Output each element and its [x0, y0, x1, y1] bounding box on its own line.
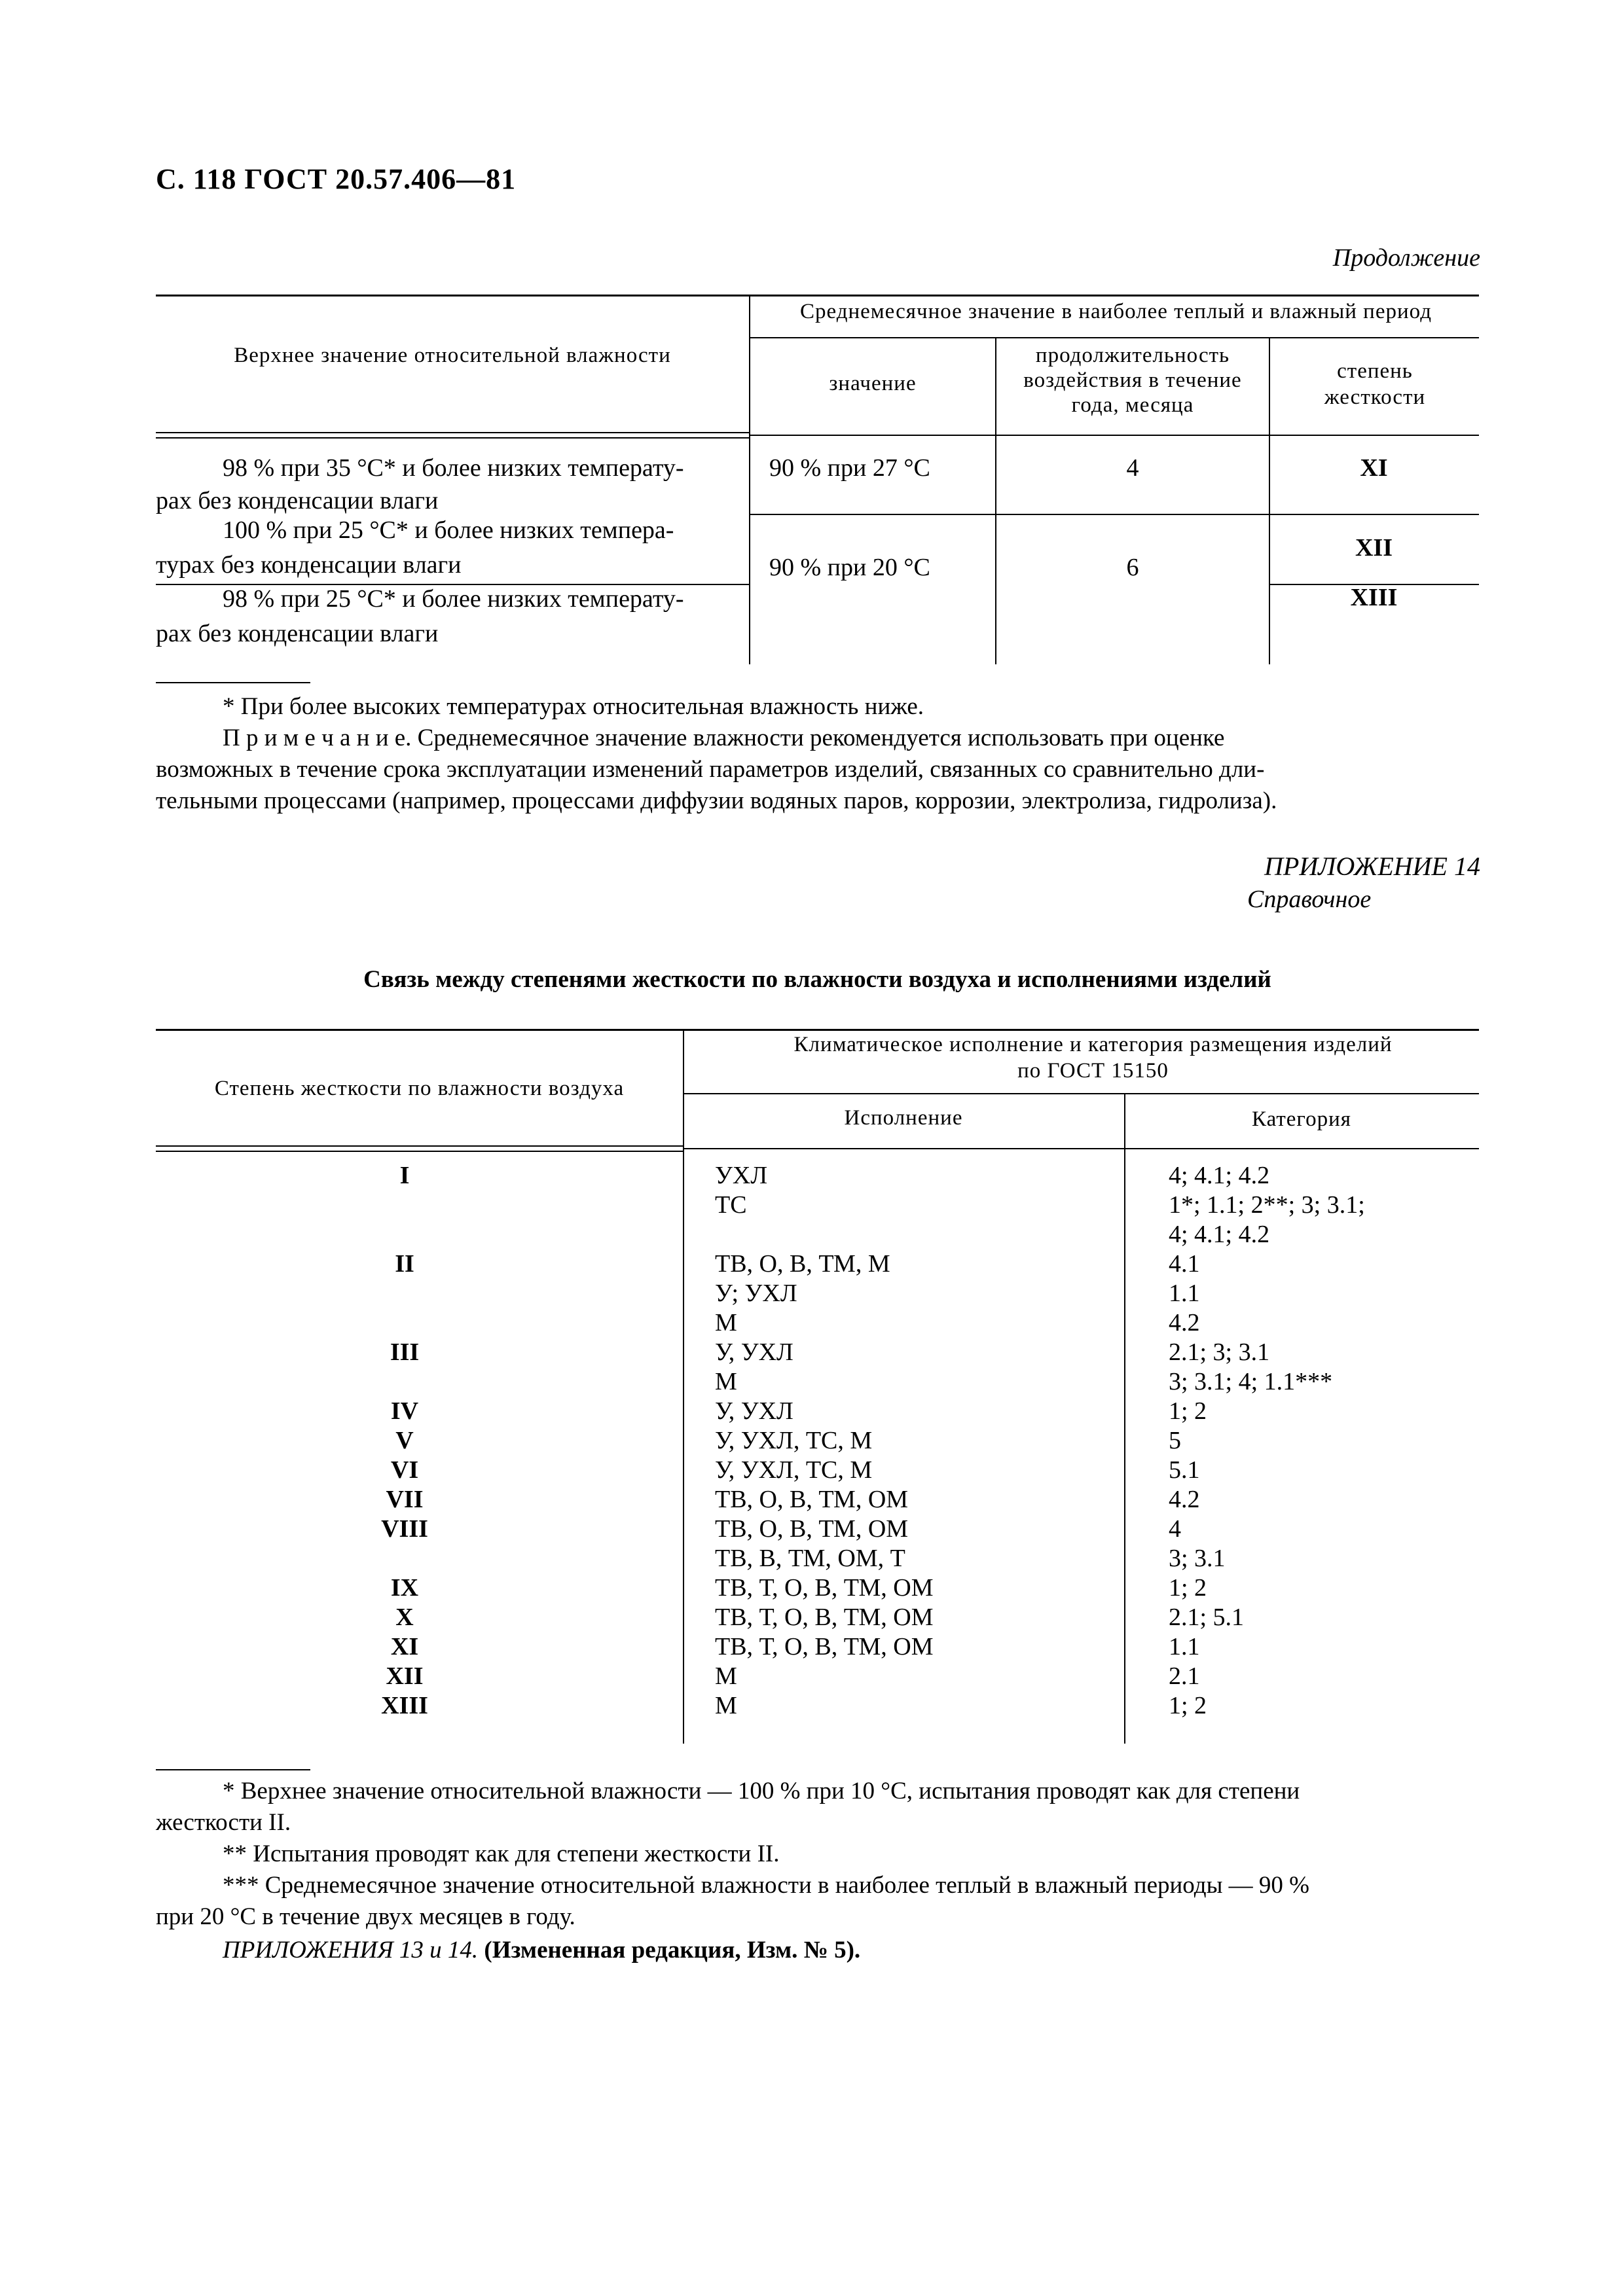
value-cell-1: 90 % при 27 °С: [769, 454, 930, 482]
subheader-execution: Исполнение: [844, 1106, 963, 1130]
degree-cell: II: [395, 1250, 414, 1278]
execution-cell: ТВ, Т, О, В, ТМ, ОМ: [715, 1574, 934, 1602]
note-paragraph-line2: возможных в течение срока эксплуатации изменений параметров изделий, связанных со сравнительно дли-: [156, 756, 1265, 783]
continuation-label: Продолжение: [1332, 244, 1480, 272]
col-header-degree: Степень жесткости по влажности воздуха: [214, 1077, 625, 1100]
category-cell: 4.1: [1169, 1250, 1200, 1278]
execution-cell: У, УХЛ, ТС, М: [715, 1427, 873, 1454]
degree-cell-3: XIII: [1350, 584, 1398, 611]
execution-cell: У; УХЛ: [715, 1280, 797, 1307]
category-cell: 4.2: [1169, 1309, 1200, 1336]
degree-cell: III: [390, 1338, 420, 1366]
execution-cell: М: [715, 1309, 737, 1336]
execution-column: [715, 1161, 1121, 1721]
degree-cell: XIII: [381, 1692, 428, 1719]
subheader-category: Категория: [1252, 1107, 1351, 1131]
footnote-1: * При более высоких температурах относительная влажность ниже.: [223, 693, 924, 720]
execution-cell: ТВ, О, В, ТМ, ОМ: [715, 1486, 909, 1513]
col-header-upper-humidity: Верхнее значение относительной влажности: [234, 344, 671, 367]
execution-cell: ТВ, Т, О, В, ТМ, ОМ: [715, 1604, 934, 1631]
group-header-climatic-line2: по ГОСТ 15150: [1017, 1059, 1169, 1083]
subheader-duration: продолжительность воздействия в течение года, месяца: [1023, 344, 1242, 417]
edition-note: ПРИЛОЖЕНИЯ 13 и 14. (Измененная редакция, Изм. № 5).: [223, 1937, 861, 1964]
degree-cell: [156, 1308, 653, 1338]
execution-cell: М: [715, 1692, 737, 1719]
degree-cell: [156, 1367, 653, 1397]
category-column: [1169, 1161, 1476, 1721]
note-paragraph-line1: П р и м е ч а н и е. Среднемесячное значение влажности рекомендуется использовать при оценке: [223, 725, 1225, 751]
appendix-heading: Связь между степенями жесткости по влажности воздуха и исполнениями изделий: [363, 966, 1271, 993]
row1-line2: рах без конденсации влаги: [156, 487, 439, 514]
degree-cell: IV: [390, 1397, 419, 1425]
category-cell: 1.1: [1169, 1280, 1200, 1307]
footnote-table2-1-line2: жесткости II.: [156, 1809, 291, 1836]
category-cell: 5: [1169, 1427, 1181, 1454]
group-header-climatic-line1: Климатическое исполнение и категория размещения изделий: [793, 1033, 1393, 1056]
execution-cell: У, УХЛ: [715, 1338, 793, 1366]
appendix-title: ПРИЛОЖЕНИЕ 14: [1264, 852, 1480, 881]
category-cell: 4; 4.1; 4.2: [1169, 1162, 1270, 1189]
duration-cell-1: 4: [1126, 454, 1139, 482]
row3-line2: рах без конденсации влаги: [156, 620, 439, 647]
degree-cell: [156, 1544, 653, 1573]
category-cell: 3; 3.1: [1169, 1545, 1226, 1572]
category-cell: 4.2: [1169, 1486, 1200, 1513]
degree-cell: IX: [390, 1574, 419, 1602]
execution-cell: М: [715, 1662, 737, 1690]
subheader-value: значение: [829, 372, 917, 395]
degree-cell-1: XI: [1360, 454, 1388, 482]
execution-cell: ТС: [715, 1191, 747, 1219]
degree-cell: VI: [390, 1456, 419, 1484]
category-cell: 3; 3.1; 4; 1.1***: [1169, 1368, 1333, 1395]
category-cell: 1*; 1.1; 2**; 3; 3.1;: [1169, 1191, 1365, 1219]
execution-cell: ТВ, Т, О, В, ТМ, ОМ: [715, 1633, 934, 1660]
degree-cell: I: [399, 1162, 410, 1189]
category-cell: 2.1; 3; 3.1: [1169, 1338, 1270, 1366]
execution-cell: ТВ, О, В, ТМ, ОМ: [715, 1515, 909, 1543]
degree-cell: V: [395, 1427, 414, 1454]
row3-line1: 98 % при 25 °С* и более низких температу-: [223, 585, 684, 613]
group-header-monthly-avg: Среднемесячное значение в наиболее теплый и влажный период: [799, 300, 1432, 323]
category-cell: 1; 2: [1169, 1397, 1207, 1425]
category-cell: 1; 2: [1169, 1574, 1207, 1602]
appendix-subtitle: Справочное: [1247, 886, 1372, 913]
note-paragraph-line3: тельными процессами (например, процессами диффузии водяных паров, коррозии, электролиза, гидролиза).: [156, 787, 1277, 814]
category-cell: 4; 4.1; 4.2: [1169, 1221, 1270, 1248]
degree-cell-2: XII: [1355, 534, 1393, 562]
execution-cell: У, УХЛ, ТС, М: [715, 1456, 873, 1484]
row1-line1: 98 % при 35 °С* и более низких температу-: [223, 454, 684, 482]
footnote-table2-1-line1: * Верхнее значение относительной влажности — 100 % при 10 °С, испытания проводят как для степени: [223, 1778, 1300, 1804]
degree-cell: X: [395, 1604, 414, 1631]
execution-cell: [715, 1220, 1121, 1249]
duration-cell-2: 6: [1126, 554, 1139, 581]
degree-cell: [156, 1191, 653, 1220]
footnote-table2-3-line1: *** Среднемесячное значение относительной влажности в наиболее теплый в влажный периоды — 90 %: [223, 1872, 1309, 1899]
degree-cell: XI: [390, 1633, 419, 1660]
category-cell: 1.1: [1169, 1633, 1200, 1660]
category-cell: 2.1: [1169, 1662, 1200, 1690]
value-cell-2: 90 % при 20 °С: [769, 554, 930, 581]
footnote-table2-3-line2: при 20 °С в течение двух месяцев в году.: [156, 1903, 575, 1930]
execution-cell: УХЛ: [715, 1162, 768, 1189]
category-cell: 4: [1169, 1515, 1181, 1543]
category-cell: 1; 2: [1169, 1692, 1207, 1719]
category-cell: 5.1: [1169, 1456, 1200, 1484]
page-header: С. 118 ГОСТ 20.57.406—81: [156, 163, 517, 195]
execution-cell: М: [715, 1368, 737, 1395]
degree-column: [156, 1161, 653, 1721]
degree-cell: [156, 1279, 653, 1308]
execution-cell: У, УХЛ: [715, 1397, 793, 1425]
category-cell: 2.1; 5.1: [1169, 1604, 1245, 1631]
execution-cell: ТВ, О, В, ТМ, М: [715, 1250, 890, 1278]
degree-cell: VIII: [381, 1515, 428, 1543]
row2-line1: 100 % при 25 °С* и более низких темпера-: [223, 516, 674, 544]
degree-cell: [156, 1220, 653, 1249]
degree-cell: VII: [386, 1486, 424, 1513]
row2-line2: турах без конденсации влаги: [156, 551, 462, 579]
subheader-degree: степень жесткости: [1324, 359, 1426, 409]
footnote-table2-2: ** Испытания проводят как для степени жесткости II.: [223, 1840, 780, 1867]
degree-cell: XII: [386, 1662, 424, 1690]
execution-cell: ТВ, В, ТМ, ОМ, Т: [715, 1545, 905, 1572]
